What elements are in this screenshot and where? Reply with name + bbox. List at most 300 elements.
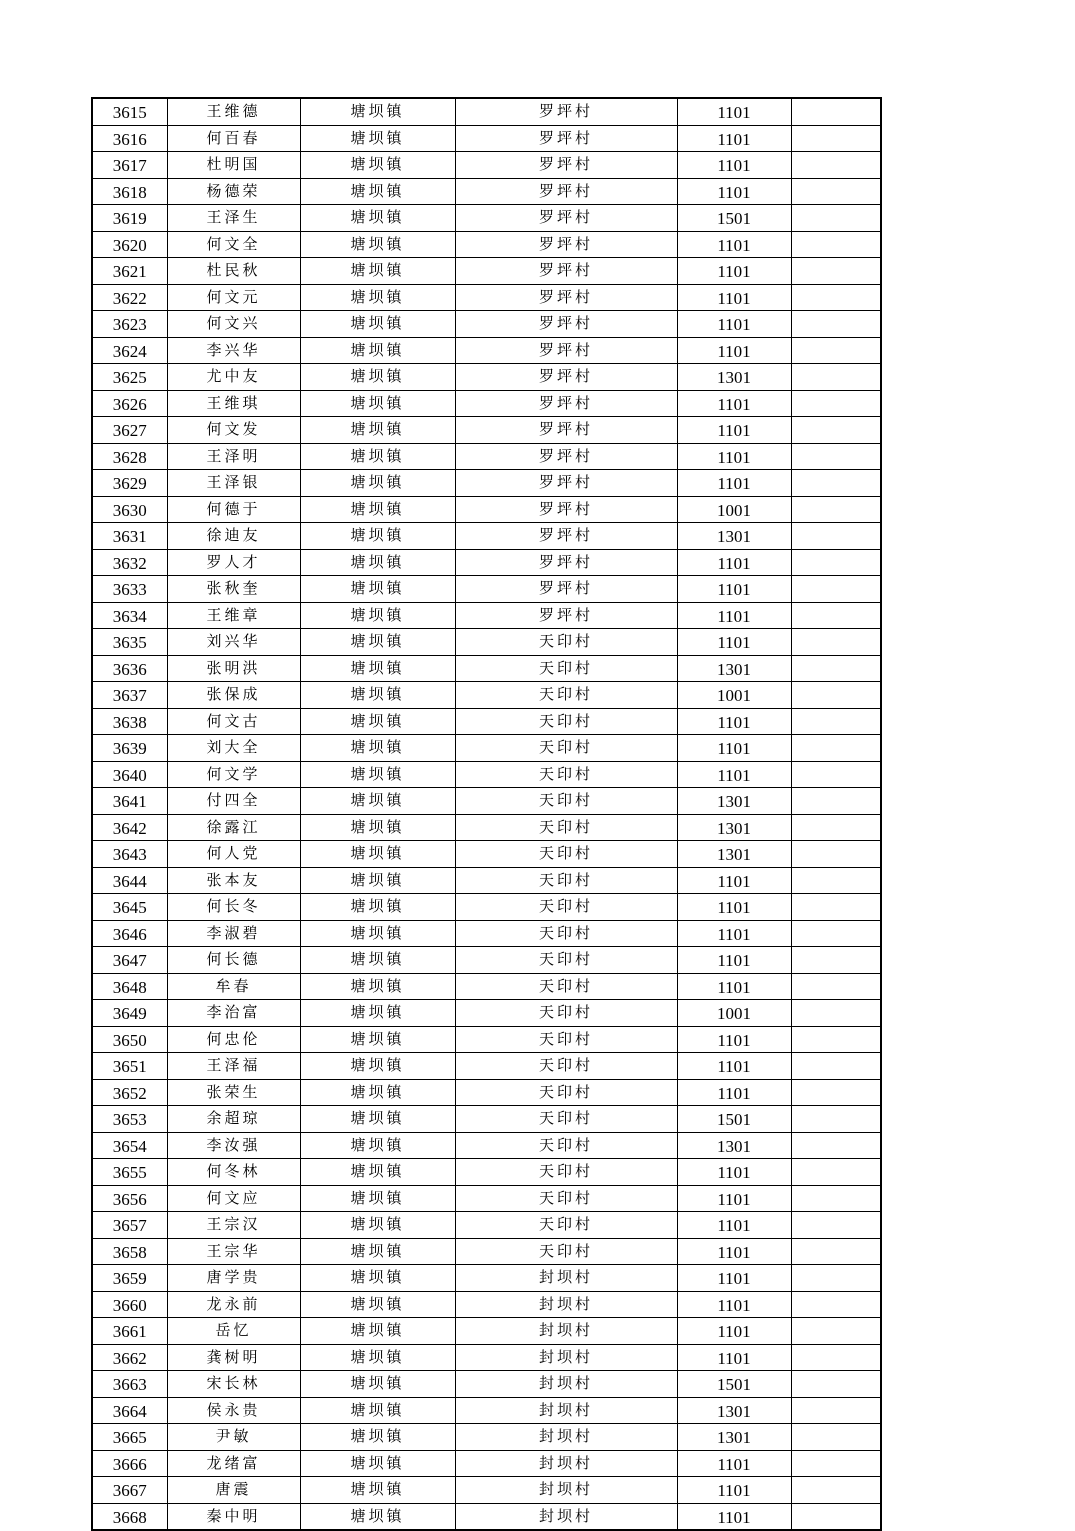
cell-code: 1101 <box>677 1318 791 1345</box>
cell-serial-number: 3649 <box>92 1000 167 1027</box>
cell-serial-number: 3623 <box>92 311 167 338</box>
cell-person-name: 李兴华 <box>167 337 300 364</box>
cell-person-name: 何百春 <box>167 125 300 152</box>
table-row <box>92 1238 881 1265</box>
cell-village: 封坝村 <box>455 1450 677 1477</box>
cell-code: 1101 <box>677 1079 791 1106</box>
cell-village: 天印村 <box>455 655 677 682</box>
cell-town: 塘坝镇 <box>300 205 455 232</box>
cell-town: 塘坝镇 <box>300 443 455 470</box>
cell-code: 1101 <box>677 417 791 444</box>
cell-code: 1301 <box>677 1132 791 1159</box>
table-row <box>92 125 881 152</box>
cell-serial-number: 3655 <box>92 1159 167 1186</box>
cell-person-name: 何文元 <box>167 284 300 311</box>
table-row <box>92 735 881 762</box>
cell-town: 塘坝镇 <box>300 470 455 497</box>
cell-serial-number: 3617 <box>92 152 167 179</box>
table-row <box>92 549 881 576</box>
cell-note <box>791 205 881 232</box>
cell-person-name: 杜明国 <box>167 152 300 179</box>
cell-note <box>791 629 881 656</box>
cell-serial-number: 3618 <box>92 178 167 205</box>
cell-person-name: 杜民秋 <box>167 258 300 285</box>
cell-person-name: 徐露江 <box>167 814 300 841</box>
cell-code: 1101 <box>677 98 791 125</box>
cell-town: 塘坝镇 <box>300 98 455 125</box>
cell-village: 罗坪村 <box>455 205 677 232</box>
cell-person-name: 王维章 <box>167 602 300 629</box>
cell-code: 1101 <box>677 920 791 947</box>
cell-town: 塘坝镇 <box>300 1371 455 1398</box>
cell-note <box>791 549 881 576</box>
cell-serial-number: 3659 <box>92 1265 167 1292</box>
cell-person-name: 付四全 <box>167 788 300 815</box>
cell-town: 塘坝镇 <box>300 1079 455 1106</box>
cell-serial-number: 3651 <box>92 1053 167 1080</box>
cell-code: 1301 <box>677 841 791 868</box>
table-row <box>92 1000 881 1027</box>
cell-village: 天印村 <box>455 1026 677 1053</box>
cell-code: 1101 <box>677 1053 791 1080</box>
cell-village: 罗坪村 <box>455 284 677 311</box>
cell-village: 罗坪村 <box>455 470 677 497</box>
cell-note <box>791 1503 881 1530</box>
cell-village: 天印村 <box>455 1132 677 1159</box>
table-row <box>92 947 881 974</box>
cell-note <box>791 417 881 444</box>
cell-note <box>791 178 881 205</box>
cell-code: 1101 <box>677 178 791 205</box>
cell-person-name: 何长冬 <box>167 894 300 921</box>
cell-note <box>791 576 881 603</box>
cell-village: 封坝村 <box>455 1424 677 1451</box>
cell-code: 1101 <box>677 602 791 629</box>
cell-code: 1301 <box>677 1397 791 1424</box>
table-row <box>92 337 881 364</box>
cell-serial-number: 3625 <box>92 364 167 391</box>
cell-serial-number: 3668 <box>92 1503 167 1530</box>
cell-serial-number: 3666 <box>92 1450 167 1477</box>
cell-code: 1001 <box>677 682 791 709</box>
cell-person-name: 尹敏 <box>167 1424 300 1451</box>
cell-town: 塘坝镇 <box>300 125 455 152</box>
cell-town: 塘坝镇 <box>300 708 455 735</box>
cell-note <box>791 1185 881 1212</box>
cell-person-name: 张明洪 <box>167 655 300 682</box>
cell-code: 1101 <box>677 284 791 311</box>
cell-serial-number: 3627 <box>92 417 167 444</box>
cell-note <box>791 1132 881 1159</box>
cell-person-name: 宋长林 <box>167 1371 300 1398</box>
cell-serial-number: 3647 <box>92 947 167 974</box>
table-row <box>92 1318 881 1345</box>
cell-village: 天印村 <box>455 1159 677 1186</box>
cell-serial-number: 3644 <box>92 867 167 894</box>
cell-person-name: 何文发 <box>167 417 300 444</box>
table-row <box>92 417 881 444</box>
cell-person-name: 何文兴 <box>167 311 300 338</box>
cell-village: 封坝村 <box>455 1397 677 1424</box>
cell-code: 1101 <box>677 708 791 735</box>
cell-town: 塘坝镇 <box>300 417 455 444</box>
cell-note <box>791 443 881 470</box>
cell-note <box>791 1053 881 1080</box>
table-row <box>92 682 881 709</box>
cell-village: 天印村 <box>455 1238 677 1265</box>
cell-code: 1101 <box>677 549 791 576</box>
cell-village: 天印村 <box>455 867 677 894</box>
cell-code: 1101 <box>677 894 791 921</box>
cell-serial-number: 3624 <box>92 337 167 364</box>
cell-serial-number: 3622 <box>92 284 167 311</box>
table-row <box>92 284 881 311</box>
cell-code: 1101 <box>677 1159 791 1186</box>
cell-village: 天印村 <box>455 761 677 788</box>
cell-note <box>791 470 881 497</box>
cell-note <box>791 1159 881 1186</box>
cell-code: 1101 <box>677 973 791 1000</box>
cell-village: 封坝村 <box>455 1477 677 1504</box>
cell-code: 1101 <box>677 311 791 338</box>
cell-town: 塘坝镇 <box>300 1503 455 1530</box>
cell-town: 塘坝镇 <box>300 549 455 576</box>
cell-code: 1101 <box>677 337 791 364</box>
table-row <box>92 1159 881 1186</box>
cell-town: 塘坝镇 <box>300 761 455 788</box>
cell-note <box>791 1238 881 1265</box>
table-row <box>92 205 881 232</box>
table-row <box>92 1424 881 1451</box>
cell-town: 塘坝镇 <box>300 788 455 815</box>
cell-code: 1101 <box>677 443 791 470</box>
cell-note <box>791 1424 881 1451</box>
cell-town: 塘坝镇 <box>300 629 455 656</box>
table-row <box>92 1371 881 1398</box>
table-row <box>92 1397 881 1424</box>
cell-serial-number: 3660 <box>92 1291 167 1318</box>
table-row <box>92 788 881 815</box>
cell-town: 塘坝镇 <box>300 920 455 947</box>
cell-code: 1001 <box>677 496 791 523</box>
register-table <box>91 97 882 1531</box>
cell-person-name: 徐迪友 <box>167 523 300 550</box>
cell-town: 塘坝镇 <box>300 1238 455 1265</box>
cell-village: 封坝村 <box>455 1265 677 1292</box>
cell-note <box>791 682 881 709</box>
cell-village: 罗坪村 <box>455 417 677 444</box>
cell-code: 1101 <box>677 947 791 974</box>
cell-town: 塘坝镇 <box>300 231 455 258</box>
cell-code: 1101 <box>677 1344 791 1371</box>
cell-person-name: 岳忆 <box>167 1318 300 1345</box>
cell-town: 塘坝镇 <box>300 1000 455 1027</box>
cell-serial-number: 3634 <box>92 602 167 629</box>
cell-person-name: 王泽明 <box>167 443 300 470</box>
cell-note <box>791 284 881 311</box>
cell-village: 罗坪村 <box>455 523 677 550</box>
cell-code: 1101 <box>677 761 791 788</box>
cell-town: 塘坝镇 <box>300 602 455 629</box>
cell-serial-number: 3615 <box>92 98 167 125</box>
cell-code: 1301 <box>677 814 791 841</box>
cell-person-name: 何长德 <box>167 947 300 974</box>
cell-person-name: 唐震 <box>167 1477 300 1504</box>
cell-town: 塘坝镇 <box>300 523 455 550</box>
cell-village: 天印村 <box>455 814 677 841</box>
cell-serial-number: 3639 <box>92 735 167 762</box>
table-row <box>92 1106 881 1133</box>
cell-serial-number: 3665 <box>92 1424 167 1451</box>
cell-village: 天印村 <box>455 1185 677 1212</box>
cell-serial-number: 3642 <box>92 814 167 841</box>
cell-town: 塘坝镇 <box>300 258 455 285</box>
table-row <box>92 231 881 258</box>
table-row <box>92 602 881 629</box>
cell-code: 1501 <box>677 205 791 232</box>
cell-note <box>791 258 881 285</box>
cell-note <box>791 894 881 921</box>
cell-person-name: 张荣生 <box>167 1079 300 1106</box>
cell-serial-number: 3664 <box>92 1397 167 1424</box>
cell-code: 1101 <box>677 1265 791 1292</box>
table-row <box>92 178 881 205</box>
cell-person-name: 尤中友 <box>167 364 300 391</box>
table-row <box>92 98 881 125</box>
cell-person-name: 张保成 <box>167 682 300 709</box>
table-row <box>92 629 881 656</box>
cell-serial-number: 3653 <box>92 1106 167 1133</box>
cell-serial-number: 3636 <box>92 655 167 682</box>
cell-serial-number: 3638 <box>92 708 167 735</box>
cell-person-name: 王宗华 <box>167 1238 300 1265</box>
cell-town: 塘坝镇 <box>300 284 455 311</box>
cell-person-name: 何文全 <box>167 231 300 258</box>
cell-serial-number: 3648 <box>92 973 167 1000</box>
cell-code: 1301 <box>677 1424 791 1451</box>
table-row <box>92 1344 881 1371</box>
cell-code: 1101 <box>677 867 791 894</box>
cell-town: 塘坝镇 <box>300 735 455 762</box>
cell-note <box>791 1291 881 1318</box>
cell-town: 塘坝镇 <box>300 390 455 417</box>
table-row <box>92 311 881 338</box>
cell-village: 罗坪村 <box>455 258 677 285</box>
cell-person-name: 王维琪 <box>167 390 300 417</box>
cell-village: 天印村 <box>455 629 677 656</box>
cell-note <box>791 947 881 974</box>
cell-town: 塘坝镇 <box>300 1397 455 1424</box>
cell-code: 1501 <box>677 1106 791 1133</box>
cell-code: 1101 <box>677 735 791 762</box>
cell-town: 塘坝镇 <box>300 1477 455 1504</box>
cell-code: 1101 <box>677 152 791 179</box>
table-row <box>92 1079 881 1106</box>
cell-person-name: 王泽福 <box>167 1053 300 1080</box>
cell-serial-number: 3632 <box>92 549 167 576</box>
table-row <box>92 576 881 603</box>
cell-code: 1101 <box>677 1291 791 1318</box>
cell-village: 罗坪村 <box>455 364 677 391</box>
cell-code: 1301 <box>677 788 791 815</box>
cell-code: 1101 <box>677 1212 791 1239</box>
cell-person-name: 刘大全 <box>167 735 300 762</box>
cell-person-name: 罗人才 <box>167 549 300 576</box>
cell-note <box>791 152 881 179</box>
cell-village: 罗坪村 <box>455 311 677 338</box>
cell-note <box>791 1026 881 1053</box>
table-row <box>92 152 881 179</box>
cell-serial-number: 3630 <box>92 496 167 523</box>
cell-town: 塘坝镇 <box>300 947 455 974</box>
cell-serial-number: 3658 <box>92 1238 167 1265</box>
cell-serial-number: 3637 <box>92 682 167 709</box>
cell-person-name: 李治富 <box>167 1000 300 1027</box>
cell-serial-number: 3643 <box>92 841 167 868</box>
cell-serial-number: 3620 <box>92 231 167 258</box>
cell-town: 塘坝镇 <box>300 1132 455 1159</box>
cell-town: 塘坝镇 <box>300 814 455 841</box>
cell-serial-number: 3646 <box>92 920 167 947</box>
cell-village: 封坝村 <box>455 1344 677 1371</box>
cell-person-name: 龙绪富 <box>167 1450 300 1477</box>
cell-town: 塘坝镇 <box>300 1212 455 1239</box>
cell-person-name: 何冬林 <box>167 1159 300 1186</box>
cell-serial-number: 3667 <box>92 1477 167 1504</box>
table-row <box>92 1477 881 1504</box>
cell-person-name: 王泽生 <box>167 205 300 232</box>
cell-town: 塘坝镇 <box>300 1106 455 1133</box>
cell-village: 罗坪村 <box>455 496 677 523</box>
cell-note <box>791 311 881 338</box>
cell-person-name: 牟春 <box>167 973 300 1000</box>
cell-town: 塘坝镇 <box>300 337 455 364</box>
cell-town: 塘坝镇 <box>300 1185 455 1212</box>
cell-town: 塘坝镇 <box>300 841 455 868</box>
cell-note <box>791 496 881 523</box>
cell-serial-number: 3645 <box>92 894 167 921</box>
cell-person-name: 侯永贵 <box>167 1397 300 1424</box>
cell-town: 塘坝镇 <box>300 311 455 338</box>
cell-serial-number: 3650 <box>92 1026 167 1053</box>
cell-village: 罗坪村 <box>455 178 677 205</box>
cell-person-name: 何忠伦 <box>167 1026 300 1053</box>
cell-serial-number: 3652 <box>92 1079 167 1106</box>
cell-note <box>791 655 881 682</box>
table-row <box>92 1450 881 1477</box>
cell-serial-number: 3662 <box>92 1344 167 1371</box>
cell-town: 塘坝镇 <box>300 1318 455 1345</box>
cell-serial-number: 3619 <box>92 205 167 232</box>
cell-serial-number: 3656 <box>92 1185 167 1212</box>
cell-code: 1101 <box>677 390 791 417</box>
cell-note <box>791 788 881 815</box>
cell-village: 罗坪村 <box>455 576 677 603</box>
cell-serial-number: 3640 <box>92 761 167 788</box>
cell-town: 塘坝镇 <box>300 496 455 523</box>
cell-code: 1101 <box>677 576 791 603</box>
table-row <box>92 841 881 868</box>
cell-village: 天印村 <box>455 894 677 921</box>
cell-code: 1101 <box>677 1503 791 1530</box>
cell-note <box>791 1079 881 1106</box>
cell-note <box>791 1318 881 1345</box>
cell-note <box>791 1450 881 1477</box>
cell-serial-number: 3626 <box>92 390 167 417</box>
table-row <box>92 1053 881 1080</box>
cell-person-name: 秦中明 <box>167 1503 300 1530</box>
table-row <box>92 1212 881 1239</box>
cell-person-name: 杨德荣 <box>167 178 300 205</box>
cell-code: 1101 <box>677 258 791 285</box>
table-row <box>92 443 881 470</box>
cell-serial-number: 3631 <box>92 523 167 550</box>
cell-note <box>791 337 881 364</box>
cell-person-name: 何文学 <box>167 761 300 788</box>
cell-note <box>791 1397 881 1424</box>
cell-code: 1101 <box>677 470 791 497</box>
cell-note <box>791 1477 881 1504</box>
register-body <box>92 98 881 1530</box>
cell-code: 1101 <box>677 231 791 258</box>
cell-note <box>791 841 881 868</box>
table-row <box>92 894 881 921</box>
table-row <box>92 1185 881 1212</box>
cell-village: 罗坪村 <box>455 390 677 417</box>
cell-note <box>791 867 881 894</box>
cell-note <box>791 735 881 762</box>
cell-village: 封坝村 <box>455 1318 677 1345</box>
cell-village: 罗坪村 <box>455 231 677 258</box>
cell-note <box>791 1344 881 1371</box>
cell-serial-number: 3621 <box>92 258 167 285</box>
cell-person-name: 张秋奎 <box>167 576 300 603</box>
cell-serial-number: 3657 <box>92 1212 167 1239</box>
cell-note <box>791 814 881 841</box>
cell-note <box>791 973 881 1000</box>
cell-town: 塘坝镇 <box>300 152 455 179</box>
cell-village: 天印村 <box>455 735 677 762</box>
table-row <box>92 258 881 285</box>
cell-serial-number: 3633 <box>92 576 167 603</box>
cell-note <box>791 1106 881 1133</box>
cell-note <box>791 602 881 629</box>
table-row <box>92 655 881 682</box>
cell-person-name: 何德于 <box>167 496 300 523</box>
cell-code: 1101 <box>677 629 791 656</box>
cell-village: 罗坪村 <box>455 443 677 470</box>
cell-village: 封坝村 <box>455 1371 677 1398</box>
table-row <box>92 708 881 735</box>
table-row <box>92 973 881 1000</box>
cell-village: 罗坪村 <box>455 549 677 576</box>
cell-note <box>791 125 881 152</box>
cell-village: 天印村 <box>455 1079 677 1106</box>
cell-code: 1001 <box>677 1000 791 1027</box>
cell-person-name: 何文应 <box>167 1185 300 1212</box>
cell-village: 罗坪村 <box>455 152 677 179</box>
table-row <box>92 523 881 550</box>
table-row <box>92 867 881 894</box>
cell-village: 罗坪村 <box>455 337 677 364</box>
cell-village: 封坝村 <box>455 1291 677 1318</box>
cell-town: 塘坝镇 <box>300 1053 455 1080</box>
cell-village: 封坝村 <box>455 1503 677 1530</box>
table-row <box>92 496 881 523</box>
cell-town: 塘坝镇 <box>300 1450 455 1477</box>
cell-person-name: 龙永前 <box>167 1291 300 1318</box>
table-row <box>92 814 881 841</box>
